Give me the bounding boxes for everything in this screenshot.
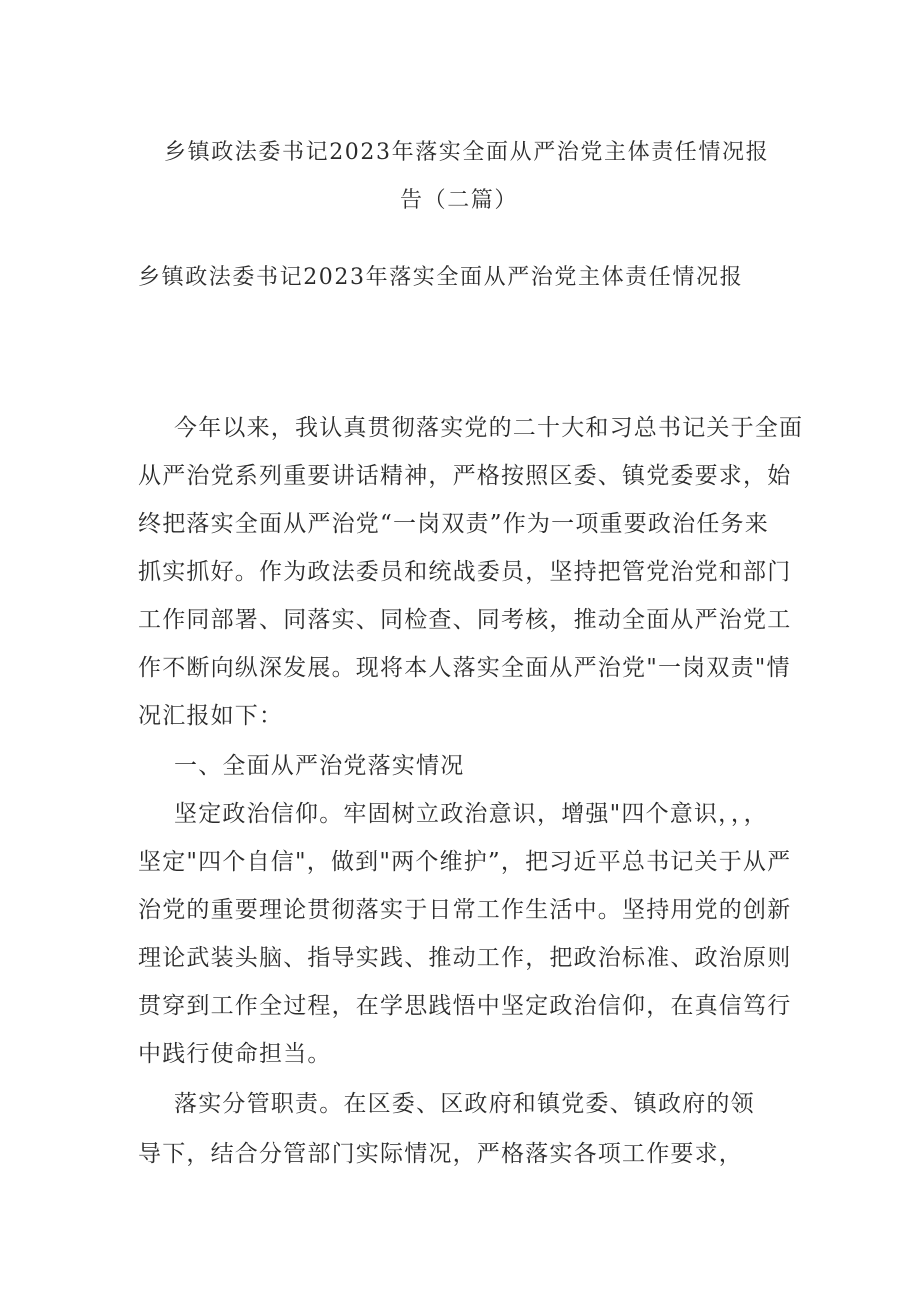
paragraph-1-line: 今年以来，我认真贯彻落实党的二十大和习总书记关于全面 [174,415,804,441]
paragraph-2-line: 坚定政治信仰。牢固树立政治意识，增强"四个意识，，， [174,801,768,827]
paragraph-1-line: 从严治党系列重要讲话精神，严格按照区委、镇党委要求，始 [138,463,792,489]
paragraph-2-line: 理论武装头脑、指导实践、推动工作，把政治标准、政治原则 [138,945,792,971]
section-heading-1: 一、全面从严治党落实情况 [174,753,465,779]
paragraph-2-line: 治党的重要理论贯彻落实于日常工作生活中。坚持用党的创新 [138,897,792,923]
paragraph-2-line: 中践行使命担当。 [138,1041,332,1067]
paragraph-3-line: 导下，结合分管部门实际情况，严格落实各项工作要求， [138,1141,743,1167]
paragraph-2-line: 贯穿到工作全过程，在学思践悟中坚定政治信仰，在真信笃行 [138,993,792,1019]
paragraph-1-line: 工作同部署、同落实、同检查、同考核，推动全面从严治党工 [138,607,792,633]
paragraph-1-line: 况汇报如下： [138,703,284,729]
paragraph-1-line: 抓实抓好。作为政法委员和统战委员，坚持把管党治党和部门 [138,559,792,585]
document-subtitle: 乡镇政法委书记2023年落实全面从严治党主体责任情况报 [138,265,744,290]
paragraph-1-line: 作不断向纵深发展。现将本人落实全面从严治党"一岗双责"情 [138,655,791,681]
paragraph-3-line: 落实分管职责。在区委、区政府和镇党委、镇政府的领 [174,1091,755,1117]
document-title-line-2: 告（二篇） [400,188,519,213]
paragraph-2-line: 坚定"四个自信"，做到"两个维护”，把习近平总书记关于从严 [138,849,792,875]
paragraph-1-line: 终把落实全面从严治党“一岗双责”作为一项重要政治任务来 [138,511,769,537]
document-title-line-1: 乡镇政法委书记2023年落实全面从严治党主体责任情况报 [164,140,770,165]
